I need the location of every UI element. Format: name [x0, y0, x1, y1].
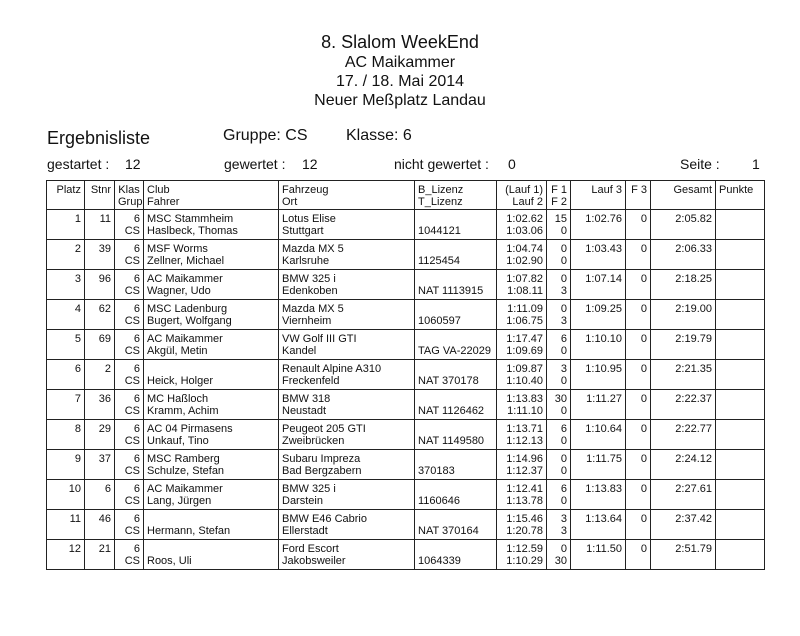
fahrzeug-ort-cell: Subaru Impreza Bad Bergzabern — [279, 450, 415, 480]
club-fahrer-cell: AC Maikammer Wagner, Udo — [144, 270, 279, 300]
club-fahrer-cell: MSF Worms Zellner, Michael — [144, 240, 279, 270]
klas-grup-cell: 6 CS — [115, 390, 144, 420]
klas-grup-cell: 6 CS — [115, 360, 144, 390]
col-lauf3: Lauf 3 — [571, 181, 626, 210]
platz-cell: 2 — [47, 240, 85, 270]
punkte-cell — [716, 210, 765, 240]
lauf3-cell: 1:10.95 — [571, 360, 626, 390]
f1-f2-cell: 0 3 — [547, 270, 571, 300]
lizenz-cell: 1125454 — [415, 240, 497, 270]
club-fahrer-cell: MSC Ladenburg Bugert, Wolfgang — [144, 300, 279, 330]
f3-cell: 0 — [626, 300, 651, 330]
col-stnr: Stnr — [85, 181, 115, 210]
table-row — [47, 240, 765, 270]
lizenz-cell: NAT 1113915 — [415, 270, 497, 300]
gesamt-cell: 2:22.77 — [651, 420, 716, 450]
club-fahrer-cell: MSC Stammheim Haslbeck, Thomas — [144, 210, 279, 240]
page-label: Seite : — [680, 156, 720, 172]
col-klas-grup: Klas Grup — [115, 181, 144, 210]
stnr-cell: 46 — [85, 510, 115, 540]
table-header-row — [47, 181, 765, 210]
page-value: 1 — [752, 156, 760, 172]
klas-grup-cell: 6 CS — [115, 510, 144, 540]
punkte-cell — [716, 360, 765, 390]
lauf1-lauf2-cell: 1:12.59 1:10.29 — [497, 540, 547, 570]
lauf3-cell: 1:13.64 — [571, 510, 626, 540]
klas-grup-cell: 6 CS — [115, 240, 144, 270]
stnr-cell: 29 — [85, 420, 115, 450]
table-row — [47, 360, 765, 390]
gesamt-cell: 2:27.61 — [651, 480, 716, 510]
fahrzeug-ort-cell: Lotus Elise Stuttgart — [279, 210, 415, 240]
lauf3-cell: 1:02.76 — [571, 210, 626, 240]
group-label: Gruppe: CS — [223, 127, 308, 144]
col-fahrzeug-ort: Fahrzeug Ort — [279, 181, 415, 210]
klas-grup-cell: 6 CS — [115, 330, 144, 360]
stnr-cell: 96 — [85, 270, 115, 300]
table-row — [47, 330, 765, 360]
club-fahrer-cell: AC 04 Pirmasens Unkauf, Tino — [144, 420, 279, 450]
fahrzeug-ort-cell: BMW 325 i Darstein — [279, 480, 415, 510]
started-label: gestartet : — [47, 156, 110, 172]
lizenz-cell: NAT 370178 — [415, 360, 497, 390]
col-club-fahrer: Club Fahrer — [144, 181, 279, 210]
col-lauf1-lauf2: (Lauf 1) Lauf 2 — [497, 181, 547, 210]
event-title: 8. Slalom WeekEnd — [321, 32, 479, 52]
platz-cell: 4 — [47, 300, 85, 330]
lauf3-cell: 1:09.25 — [571, 300, 626, 330]
f3-cell: 0 — [626, 510, 651, 540]
f3-cell: 0 — [626, 540, 651, 570]
event-date: 17. / 18. Mai 2014 — [335, 73, 465, 90]
col-platz: Platz — [47, 181, 85, 210]
club-fahrer-cell: Hermann, Stefan — [144, 510, 279, 540]
lauf1-lauf2-cell: 1:09.87 1:10.40 — [497, 360, 547, 390]
fahrzeug-ort-cell: BMW E46 Cabrio Ellerstadt — [279, 510, 415, 540]
gesamt-cell: 2:24.12 — [651, 450, 716, 480]
stnr-cell: 6 — [85, 480, 115, 510]
lauf3-cell: 1:03.43 — [571, 240, 626, 270]
lauf1-lauf2-cell: 1:17.47 1:09.69 — [497, 330, 547, 360]
lizenz-cell: 1160646 — [415, 480, 497, 510]
class-label: Klasse: 6 — [346, 127, 412, 144]
lauf1-lauf2-cell: 1:14.96 1:12.37 — [497, 450, 547, 480]
stnr-cell: 21 — [85, 540, 115, 570]
table-row — [47, 300, 765, 330]
table-row — [47, 450, 765, 480]
club-fahrer-cell: MC Haßloch Kramm, Achim — [144, 390, 279, 420]
stnr-cell: 11 — [85, 210, 115, 240]
lizenz-cell: 1064339 — [415, 540, 497, 570]
lauf3-cell: 1:11.50 — [571, 540, 626, 570]
fahrzeug-ort-cell: Peugeot 205 GTI Zweibrücken — [279, 420, 415, 450]
fahrzeug-ort-cell: Renault Alpine A310 Freckenfeld — [279, 360, 415, 390]
club-fahrer-cell: AC Maikammer Akgül, Metin — [144, 330, 279, 360]
gesamt-cell: 2:19.79 — [651, 330, 716, 360]
club-fahrer-cell: AC Maikammer Lang, Jürgen — [144, 480, 279, 510]
lauf1-lauf2-cell: 1:13.71 1:12.13 — [497, 420, 547, 450]
f1-f2-cell: 3 3 — [547, 510, 571, 540]
fahrzeug-ort-cell: Mazda MX 5 Viernheim — [279, 300, 415, 330]
klas-grup-cell: 6 CS — [115, 300, 144, 330]
lauf3-cell: 1:10.64 — [571, 420, 626, 450]
gesamt-cell: 2:37.42 — [651, 510, 716, 540]
club-fahrer-cell: MSC Ramberg Schulze, Stefan — [144, 450, 279, 480]
platz-cell: 12 — [47, 540, 85, 570]
rated-value: 12 — [302, 156, 318, 172]
lauf1-lauf2-cell: 1:07.82 1:08.11 — [497, 270, 547, 300]
f3-cell: 0 — [626, 450, 651, 480]
col-gesamt: Gesamt — [651, 181, 716, 210]
platz-cell: 1 — [47, 210, 85, 240]
f3-cell: 0 — [626, 210, 651, 240]
gesamt-cell: 2:21.35 — [651, 360, 716, 390]
f3-cell: 0 — [626, 390, 651, 420]
results-table — [46, 180, 765, 570]
klas-grup-cell: 6 CS — [115, 540, 144, 570]
table-row — [47, 480, 765, 510]
club-fahrer-cell: Heick, Holger — [144, 360, 279, 390]
platz-cell: 6 — [47, 360, 85, 390]
lizenz-cell: 1060597 — [415, 300, 497, 330]
table-row — [47, 210, 765, 240]
f1-f2-cell: 30 0 — [547, 390, 571, 420]
col-f3: F 3 — [626, 181, 651, 210]
platz-cell: 5 — [47, 330, 85, 360]
platz-cell: 8 — [47, 420, 85, 450]
club-fahrer-cell: Roos, Uli — [144, 540, 279, 570]
stnr-cell: 62 — [85, 300, 115, 330]
lizenz-cell: NAT 1126462 — [415, 390, 497, 420]
lauf1-lauf2-cell: 1:13.83 1:11.10 — [497, 390, 547, 420]
f1-f2-cell: 0 3 — [547, 300, 571, 330]
lizenz-cell: 370183 — [415, 450, 497, 480]
stnr-cell: 39 — [85, 240, 115, 270]
list-title: Ergebnisliste — [47, 128, 151, 148]
gesamt-cell: 2:22.37 — [651, 390, 716, 420]
klas-grup-cell: 6 CS — [115, 210, 144, 240]
gesamt-cell: 2:05.82 — [651, 210, 716, 240]
lauf1-lauf2-cell: 1:04.74 1:02.90 — [497, 240, 547, 270]
event-venue: Neuer Meßplatz Landau — [314, 92, 486, 109]
lauf1-lauf2-cell: 1:15.46 1:20.78 — [497, 510, 547, 540]
punkte-cell — [716, 330, 765, 360]
punkte-cell — [716, 480, 765, 510]
f1-f2-cell: 6 0 — [547, 330, 571, 360]
fahrzeug-ort-cell: Mazda MX 5 Karlsruhe — [279, 240, 415, 270]
fahrzeug-ort-cell: BMW 325 i Edenkoben — [279, 270, 415, 300]
klas-grup-cell: 6 CS — [115, 420, 144, 450]
f3-cell: 0 — [626, 420, 651, 450]
started-value: 12 — [125, 156, 141, 172]
gesamt-cell: 2:18.25 — [651, 270, 716, 300]
platz-cell: 9 — [47, 450, 85, 480]
lizenz-cell: NAT 1149580 — [415, 420, 497, 450]
lauf1-lauf2-cell: 1:02.62 1:03.06 — [497, 210, 547, 240]
f1-f2-cell: 0 0 — [547, 450, 571, 480]
f1-f2-cell: 6 0 — [547, 480, 571, 510]
punkte-cell — [716, 540, 765, 570]
table-row — [47, 510, 765, 540]
stnr-cell: 69 — [85, 330, 115, 360]
lauf3-cell: 1:11.27 — [571, 390, 626, 420]
unrated-label: nicht gewertet : — [394, 156, 489, 172]
punkte-cell — [716, 420, 765, 450]
col-punkte: Punkte — [716, 181, 765, 210]
lizenz-cell: NAT 370164 — [415, 510, 497, 540]
punkte-cell — [716, 390, 765, 420]
gesamt-cell: 2:51.79 — [651, 540, 716, 570]
col-f1-f2: F 1 F 2 — [547, 181, 571, 210]
lauf3-cell: 1:10.10 — [571, 330, 626, 360]
unrated-value: 0 — [508, 156, 516, 172]
f3-cell: 0 — [626, 480, 651, 510]
fahrzeug-ort-cell: VW Golf III GTI Kandel — [279, 330, 415, 360]
f1-f2-cell: 3 0 — [547, 360, 571, 390]
lizenz-cell: TAG VA-22029 — [415, 330, 497, 360]
punkte-cell — [716, 270, 765, 300]
f3-cell: 0 — [626, 360, 651, 390]
lauf3-cell: 1:07.14 — [571, 270, 626, 300]
punkte-cell — [716, 450, 765, 480]
klas-grup-cell: 6 CS — [115, 450, 144, 480]
table-row — [47, 270, 765, 300]
f1-f2-cell: 6 0 — [547, 420, 571, 450]
f3-cell: 0 — [626, 330, 651, 360]
table-row — [47, 390, 765, 420]
fahrzeug-ort-cell: BMW 318 Neustadt — [279, 390, 415, 420]
punkte-cell — [716, 240, 765, 270]
rated-label: gewertet : — [224, 156, 286, 172]
gesamt-cell: 2:06.33 — [651, 240, 716, 270]
table-row — [47, 540, 765, 570]
punkte-cell — [716, 300, 765, 330]
klas-grup-cell: 6 CS — [115, 270, 144, 300]
stnr-cell: 36 — [85, 390, 115, 420]
fahrzeug-ort-cell: Ford Escort Jakobsweiler — [279, 540, 415, 570]
lauf1-lauf2-cell: 1:11.09 1:06.75 — [497, 300, 547, 330]
lauf3-cell: 1:11.75 — [571, 450, 626, 480]
f3-cell: 0 — [626, 240, 651, 270]
lauf3-cell: 1:13.83 — [571, 480, 626, 510]
f1-f2-cell: 0 0 — [547, 240, 571, 270]
stnr-cell: 37 — [85, 450, 115, 480]
gesamt-cell: 2:19.00 — [651, 300, 716, 330]
platz-cell: 10 — [47, 480, 85, 510]
platz-cell: 11 — [47, 510, 85, 540]
stnr-cell: 2 — [85, 360, 115, 390]
event-club: AC Maikammer — [344, 54, 456, 71]
platz-cell: 7 — [47, 390, 85, 420]
platz-cell: 3 — [47, 270, 85, 300]
lauf1-lauf2-cell: 1:12.41 1:13.78 — [497, 480, 547, 510]
lizenz-cell: 1044121 — [415, 210, 497, 240]
f3-cell: 0 — [626, 270, 651, 300]
klas-grup-cell: 6 CS — [115, 480, 144, 510]
table-row — [47, 420, 765, 450]
f1-f2-cell: 0 30 — [547, 540, 571, 570]
f1-f2-cell: 15 0 — [547, 210, 571, 240]
col-lizenz: B_Lizenz T_Lizenz — [415, 181, 497, 210]
punkte-cell — [716, 510, 765, 540]
